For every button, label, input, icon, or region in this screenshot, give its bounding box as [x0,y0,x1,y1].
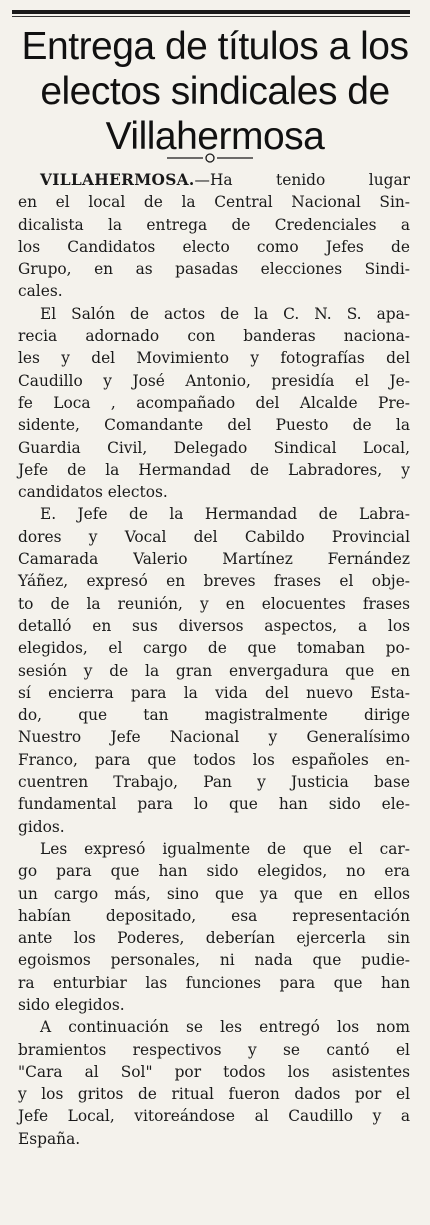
text-line: Grupo, en as pasadas elecciones Sindi- [18,260,410,279]
text-line: to de la reunión, y en elocuentes frases [18,594,410,613]
text-line: E. Jefe de la Hermandad de Labra- [40,505,410,524]
text-line: recia adornado con banderas naciona- [18,327,410,346]
text-line: Camarada Valerio Martínez Fernández [18,550,410,569]
text-line: Jefe Local, vitoreándose al Caudillo y a [18,1107,410,1126]
top-rule-thin [12,16,410,17]
text-line: bramientos respectivos y se cantó el [18,1040,410,1059]
text-line: Franco, para que todos los españoles en- [18,750,410,769]
text-line: España. [18,1129,81,1148]
text-line: Jefe de la Hermandad de Labradores, y [18,460,410,479]
text-line: en el local de la Central Nacional Sin- [18,193,410,212]
text-line [18,169,410,191]
dateline: VILLAHERMOSA. [40,171,195,189]
top-rule [12,10,410,14]
text-line: un cargo más, sino que ya que en ellos [18,884,410,903]
text-line: sesión y de la gran envergadura que en [18,661,410,680]
text-line: ra enturbiar las funciones para que han [18,973,410,992]
text-line: dicalista la entrega de Credenciales a [18,215,410,234]
headline-line: electos sindicales de [40,70,390,113]
article-body [18,169,410,1150]
text-line: El Salón de actos de la C. N. S. apa- [40,304,410,323]
ornament-divider [167,152,253,164]
headline-line: Villahermosa [105,115,325,158]
text-line: Nuestro Jefe Nacional y Generalísimo [18,728,410,747]
text-line: Guardia Civil, Delegado Sindical Local, [18,438,410,457]
text-line: candidatos electos. [18,483,168,502]
headline [10,24,420,159]
text-line: y los gritos de ritual fueron dados por el [18,1085,410,1104]
text-line: go para que han sido elegidos, no era [18,862,410,881]
text-line: dores y Vocal del Cabildo Provincial [18,527,410,546]
text-line: Yáñez, expresó en breves frases el obje- [18,572,410,591]
text-line: detalló en sus diversos aspectos, a los [18,616,410,635]
text-line: Caudillo y José Antonio, presidía el Je- [18,371,410,390]
text-line: sidente, Comandante del Puesto de la [18,416,410,435]
text-line: egoismos personales, ni nada que pudie- [18,951,410,970]
text-line: fe Loca , acompañado del Alcalde Pre- [18,393,410,412]
text-line: sido elegidos. [18,995,125,1014]
text-line: les y del Movimiento y fotografías del [18,349,410,368]
text-line: elegidos, el cargo de que tomaban po- [18,639,410,658]
text-line: habían depositado, esa representación [18,906,410,925]
headline-line: Entrega de títulos a los [21,25,409,68]
text-line: fundamental para lo que han sido ele- [18,795,410,814]
text-line: los Candidatos electo como Jefes de [18,237,410,256]
text-line: cales. [18,282,63,301]
text-line: A continuación se les entregó los nom [40,1018,410,1037]
text-line: do, que tan magistralmente dirige [18,706,410,725]
text-line: ante los Poderes, deberían ejercerla sin [18,929,410,948]
text-fragment: —Ha tenido lugar [194,171,410,189]
text-line: sí encierra para la vida del nuevo Esta- [18,683,410,702]
text-line: cuentren Trabajo, Pan y Justicia base [18,773,410,792]
text-line: gidos. [18,817,65,836]
text-line: Les expresó igualmente de que el car- [40,839,410,858]
text-line: "Cara al Sol" por todos los asistentes [18,1062,410,1081]
